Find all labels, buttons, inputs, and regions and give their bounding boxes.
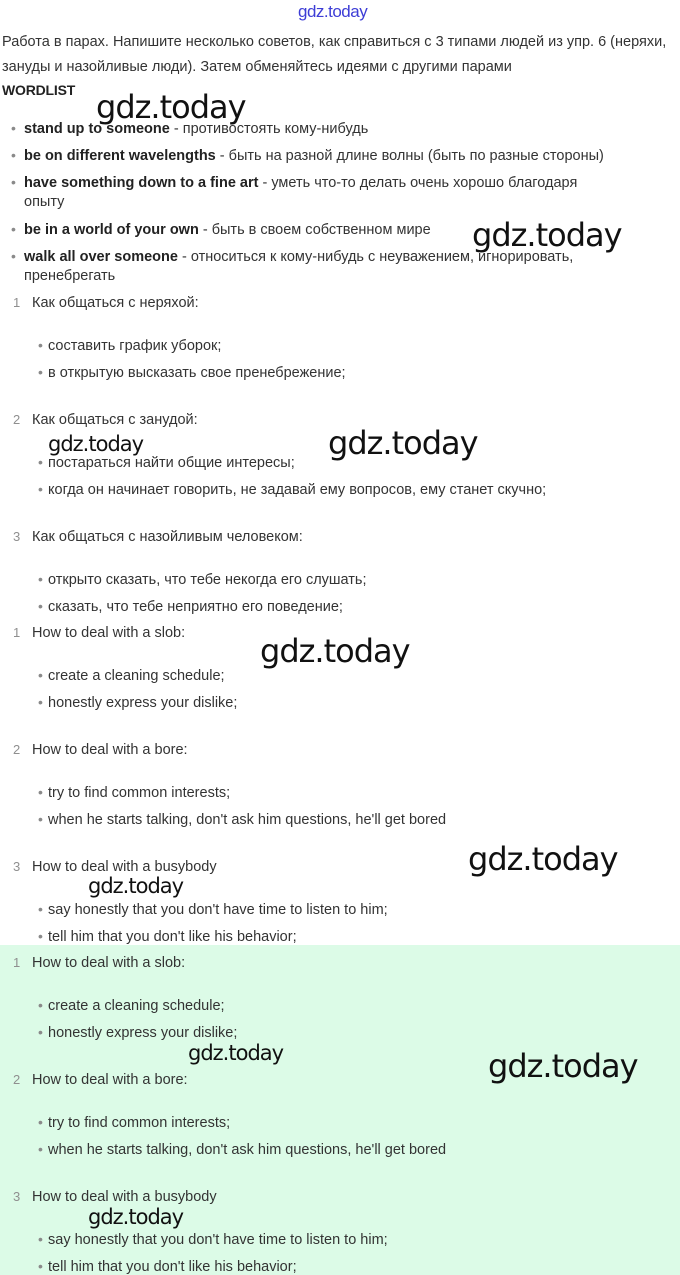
watermark: gdz.today bbox=[468, 840, 618, 878]
wordlist-item bbox=[11, 173, 671, 212]
bullet-icon: • bbox=[38, 811, 43, 827]
question-number: 2 bbox=[13, 1072, 21, 1087]
bullet-icon: • bbox=[38, 598, 43, 614]
answer-item: • сказать, что тебе неприятно его поведение; bbox=[38, 598, 343, 615]
question-number: 3 bbox=[13, 1189, 21, 1204]
bullet-icon: • bbox=[38, 1141, 43, 1157]
answer-item: • create a cleaning schedule; bbox=[38, 997, 225, 1014]
bullet-icon: • bbox=[38, 571, 43, 587]
bullet-icon: • bbox=[38, 337, 43, 353]
answer-item: • постараться найти общие интересы; bbox=[38, 454, 295, 471]
answer-item: • create a cleaning schedule; bbox=[38, 667, 225, 684]
bullet-icon: • bbox=[38, 454, 43, 470]
site-logo[interactable]: gdz.today bbox=[298, 2, 368, 21]
watermark: gdz.today bbox=[488, 1047, 638, 1085]
question-heading: 3 Как общаться с назойливым человеком: bbox=[13, 529, 303, 545]
wordlist-item bbox=[11, 146, 671, 166]
bullet-icon: • bbox=[11, 147, 16, 163]
question-heading: 2 How to deal with a bore: bbox=[13, 742, 188, 758]
question-heading: 2 Как общаться с занудой: bbox=[13, 412, 198, 428]
question-heading: 1 How to deal with a slob: bbox=[13, 955, 186, 971]
wordlist-definition: - уметь что-то делать очень хорошо благодаря bbox=[258, 175, 578, 191]
answer-item: • когда он начинает говорить, не задавай ему вопросов, ему станет скучно; bbox=[38, 481, 547, 498]
answer-item: • составить график уборок; bbox=[38, 337, 222, 354]
bullet-icon: • bbox=[38, 1024, 43, 1040]
wordlist-definition: - быть в своем собственном мире bbox=[198, 222, 431, 238]
task-instruction: Работа в парах. Напишите несколько советов, как справиться с 3 типами людей из упр. 6 (неряхи, зануды и назойливые люди). Затем обменяйтесь идеями с другими парами bbox=[2, 34, 667, 75]
answer-item: • try to find common interests; bbox=[38, 784, 231, 801]
question-heading: 1 How to deal with a slob: bbox=[13, 625, 186, 641]
answer-item: • в открытую высказать свое пренебрежение; bbox=[38, 364, 346, 381]
question-heading: 3 How to deal with a busybody bbox=[13, 1189, 217, 1205]
wordlist-term: have something down to a fine art bbox=[24, 175, 259, 191]
question-number: 3 bbox=[13, 859, 21, 874]
question-number: 3 bbox=[13, 529, 21, 544]
watermark: gdz.today bbox=[328, 424, 478, 462]
wordlist-item bbox=[11, 119, 671, 139]
bullet-icon: • bbox=[38, 997, 43, 1013]
watermark: gdz.today bbox=[88, 874, 184, 898]
wordlist-term: be on different wavelengths bbox=[24, 148, 216, 164]
watermark: gdz.today bbox=[188, 1041, 284, 1065]
question-number: 1 bbox=[13, 955, 21, 970]
answer-item: • tell him that you don't like his behavior; bbox=[38, 1258, 297, 1275]
answer-item: • when he starts talking, don't ask him questions, he'll get bored bbox=[38, 1141, 447, 1158]
wordlist-item bbox=[11, 247, 671, 286]
bullet-icon: • bbox=[11, 221, 16, 237]
wordlist-term: stand up to someone bbox=[24, 121, 170, 137]
bullet-icon: • bbox=[11, 120, 16, 136]
watermark: gdz.today bbox=[260, 632, 410, 670]
bullet-icon: • bbox=[38, 901, 43, 917]
question-number: 2 bbox=[13, 412, 21, 427]
answer-item: • try to find common interests; bbox=[38, 1114, 231, 1131]
wordlist-definition: - быть на разной длине волны (быть по разные стороны) bbox=[215, 148, 604, 164]
question-heading: 2 How to deal with a bore: bbox=[13, 1072, 188, 1088]
wordlist-term: be in a world of your own bbox=[24, 222, 199, 238]
question-heading: 1 Как общаться с неряхой: bbox=[13, 295, 199, 311]
wordlist-term: walk all over someone bbox=[24, 249, 178, 265]
bullet-icon: • bbox=[38, 694, 43, 710]
bullet-icon: • bbox=[11, 174, 16, 190]
answer-item: • tell him that you don't like his behavior; bbox=[38, 928, 297, 945]
answer-item: • say honestly that you don't have time to listen to him; bbox=[38, 1231, 388, 1248]
wordlist-item bbox=[11, 220, 671, 240]
question-number: 1 bbox=[13, 295, 21, 310]
wordlist-definition-continued: опыту bbox=[24, 194, 65, 210]
bullet-icon: • bbox=[38, 784, 43, 800]
watermark: gdz.today bbox=[472, 216, 622, 254]
wordlist-definition-continued: пренебрегать bbox=[24, 268, 116, 284]
answer-item: • when he starts talking, don't ask him questions, he'll get bored bbox=[38, 811, 447, 828]
bullet-icon: • bbox=[38, 928, 43, 944]
bullet-icon: • bbox=[38, 1231, 43, 1247]
bullet-icon: • bbox=[38, 1114, 43, 1130]
bullet-icon: • bbox=[38, 364, 43, 380]
wordlist-definition: - противостоять кому-нибудь bbox=[169, 121, 369, 137]
watermark: gdz.today bbox=[88, 1205, 184, 1229]
bullet-icon: • bbox=[38, 481, 43, 497]
wordlist-definition: - относиться к кому-нибудь с неуважением, игнорировать, bbox=[177, 249, 574, 265]
answer-item: • honestly express your dislike; bbox=[38, 694, 238, 711]
answer-item: • honestly express your dislike; bbox=[38, 1024, 238, 1041]
highlighted-answer-block bbox=[0, 945, 680, 1275]
watermark: gdz.today bbox=[48, 432, 144, 456]
bullet-icon: • bbox=[38, 667, 43, 683]
question-number: 2 bbox=[13, 742, 21, 757]
wordlist-heading: WORDLIST bbox=[2, 82, 76, 98]
question-number: 1 bbox=[13, 625, 21, 640]
answer-item: • say honestly that you don't have time to listen to him; bbox=[38, 901, 388, 918]
bullet-icon: • bbox=[38, 1258, 43, 1274]
bullet-icon: • bbox=[11, 248, 16, 264]
question-heading: 3 How to deal with a busybody bbox=[13, 859, 217, 875]
watermark: gdz.today bbox=[96, 88, 246, 126]
answer-item: • открыто сказать, что тебе некогда его слушать; bbox=[38, 571, 367, 588]
